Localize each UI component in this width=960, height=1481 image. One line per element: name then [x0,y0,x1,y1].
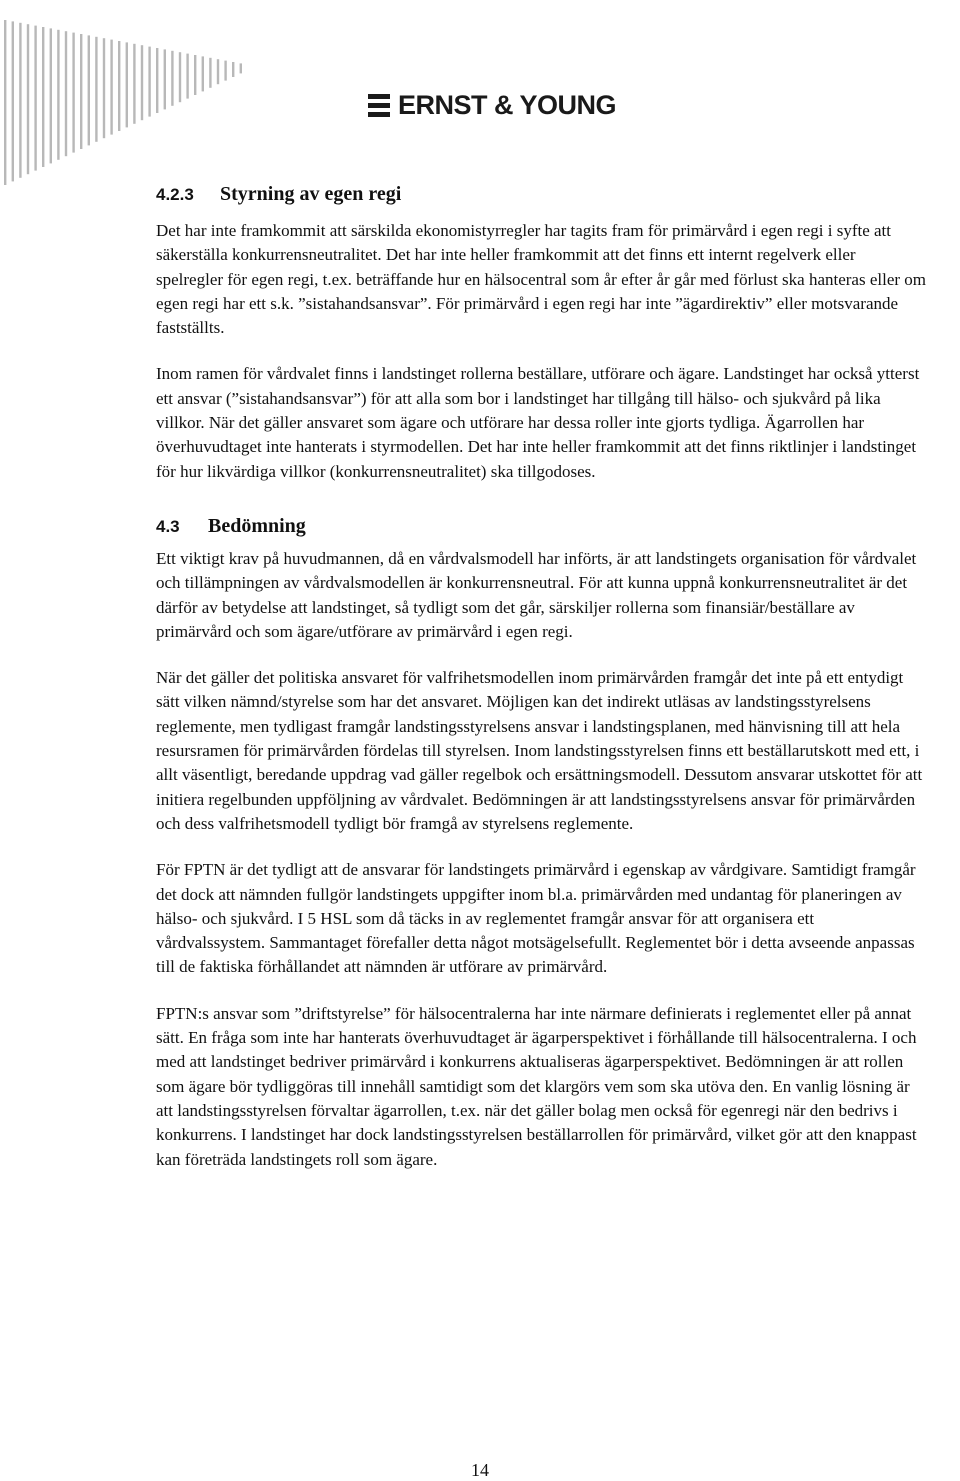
section-title: Bedömning [208,514,306,537]
stripe [217,59,219,84]
stripe [65,31,67,156]
page-number: 14 [471,1460,489,1480]
paragraph: Ett viktigt krav på huvudmannen, då en vårdvalsmodell har införts, är att landstingets organisation för vårdvalet och tillämpningen av vårdvalsmodellen är konkurrensneutral. För att kunna uppnå konkurrensneutralitet är det därför av betydelse att landstinget, så tydligt som det går, särskiljer rollerna som finansiär/beställare av primärvård och som ägare/utförare av primärvård i egen regi. [156,548,917,641]
stripe [126,42,128,127]
stripe [232,62,234,77]
stripe [156,48,158,113]
paragraph: FPTN:s ansvar som ”driftstyrelse” för hälsocentralerna har inte närmare definierats i reglementet eller på annat sätt. En fråga som inte har hanterats överhuvudtaget är ägarperspektivet i förhållande till hälsocentralerna. I och med att landstinget bedriver primärvård i konkurrens aktualiseras ägarperspektivet. Bedömningen är att rollen som ägare bör tydliggöras till innehåll samtidigt som det klargörs vem som ska utöva den. En vanlig lösning är att landstingsstyrelsen förvaltar ägarrollen, t.ex. när det gäller bolag men också för egenregi när den bedrivs i konkurrens. I landstinget har dock landstingsstyrelsen beställarrollen för primärvård, vilket gör att den knappast kan företräda landstingets roll som ägare. [156,1003,917,1169]
section-heading-4-3 [156,512,926,541]
stripe [88,35,90,145]
section-number: 4.3 [156,516,180,536]
decorative-stripes [0,0,300,190]
stripe [4,20,6,185]
stripe [42,27,44,167]
stripe [224,61,226,81]
section-heading-4-2-3 [156,180,926,209]
stripe [133,44,135,124]
stripe [171,51,173,106]
stripe [148,47,150,117]
stripe [179,52,181,102]
stripe [34,26,36,171]
paragraph: När det gäller det politiska ansvaret för valfrihetsmodellen inom primärvården framgår det inte på ett entydigt sätt vilken nämnd/styrelse som har det ansvaret. Möjligen kan det indirekt utläsas av landstingsstyrelsens reglemente, men tydligast framgår landstingsstyrelsens ansvar i landstingsplanen, med hänvisning till att hela resursramen för primärvården fördelas till styrelsen. Inom landstingsstyrelsen finns ett beställarutskott med ett, i allt väsentligt, beredande uppdrag vad gäller regelbok och ersättningsmodell. Dessutom ansvarar utskottet för att initiera regelbunden uppföljning av vårdvalet. Bedömningen är att landstingsstyrelsens ansvar för primärvården och dess valfrihetsmodell tydligt bör framgå av styrelsens reglemente. [156,668,923,833]
paragraph: Det har inte framkommit att särskilda ekonomistyrregler har tagits fram för primärvård i egen regi i syfte att säkerställa konkurrensneutralitet. Det har inte heller framkommit att det finns ett internt regelverk eller spelregler för egen regi, t.ex. beträffande hur en hälsocentral som år efter år går med förlust ska hanteras eller om egen regi har ett s.k. ”sistahandsansvar”. För primärvård i egen regi har inte ”ägardirektiv” eller motsvarande fastställts. [156,221,927,338]
stripe [164,49,166,109]
stripe [202,56,204,91]
stripe [50,28,52,163]
logo-text: ERNST & YOUNG [398,89,617,120]
stripe [240,63,242,73]
stripe [95,37,97,142]
stripe [80,34,82,149]
ernst-young-logo [368,88,616,122]
stripe [12,21,14,181]
section-number: 4.2.3 [156,185,194,204]
stripe [110,40,112,135]
stripe [141,45,143,120]
stripe [118,41,120,131]
document-body [156,180,926,1194]
stripe [194,55,196,95]
stripe [57,30,59,160]
section-title: Styrning av egen regi [220,183,402,205]
stripe [27,24,29,174]
paragraph: Inom ramen för vårdvalet finns i landstinget rollerna beställare, utförare och ägare. Landstinget har också ytterst ett ansvar (”sistahandsansvar”) för att alla som bor i landstinget har tillgång till hälso- och sjukvård på lika villkor. När det gäller ansvaret som ägare och utförare har dessa roller inte gjorts tydliga. Ägarrollen har överhuvudtaget inte hanterats i styrmodellen. Det har inte heller framkommit att det finns riktlinjer i landstinget för hur likvärdiga villkor (konkurrensneutralitet) ska tillgodoses. [156,364,920,481]
stripe [209,58,211,88]
stripe [72,33,74,153]
stripe [19,23,21,178]
paragraph: För FPTN är det tydligt att de ansvarar för landstingets primärvård i egenskap av vårdgivare. Samtidigt framgår det dock att nämnden fullgör landstingets uppgifter inom bl.a. primärvården med undantag för planeringen av hälso- och sjukvård. I 5 HSL som då täcks in av reglementet framgår ansvar för att organisera ett vårdvalssystem. Sammantaget förefaller detta något motsägelsefullt. Reglementet bör i detta avseende anpassas till de faktiska förhållandet att nämnden är utförare av primärvård. [156,860,916,977]
stripe [186,54,188,99]
stripe [103,38,105,138]
logo-mark-icon [368,94,390,117]
